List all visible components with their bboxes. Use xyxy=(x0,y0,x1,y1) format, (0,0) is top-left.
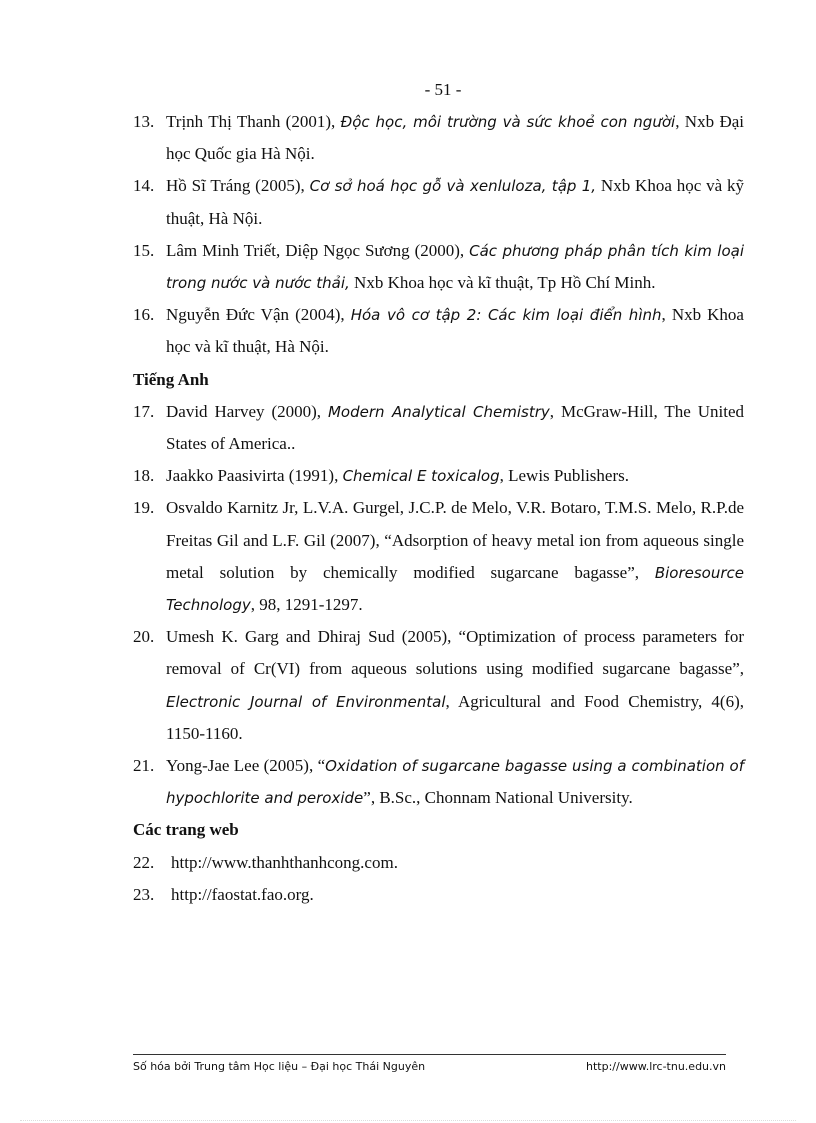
website-url: http://www.thanhthanhcong.com. xyxy=(171,852,398,872)
section-heading-english: Tiếng Anh xyxy=(133,369,209,389)
reference-number: 22. xyxy=(133,852,155,872)
reference-authors: Lâm Minh Triết, Diệp Ngọc Sương (2000), xyxy=(166,240,470,260)
reference-publisher: ”, B.Sc., Chonnam National University. xyxy=(363,788,633,808)
references-list xyxy=(133,106,744,911)
footer-url: http://www.lrc-tnu.edu.vn xyxy=(586,1060,726,1073)
reference-13 xyxy=(133,106,744,170)
reference-authors: Yong-Jae Lee (2005), “ xyxy=(166,756,326,776)
footer-source: Số hóa bởi Trung tâm Học liệu – Đại học Thái Nguyên xyxy=(133,1060,426,1073)
reference-15 xyxy=(133,235,744,299)
page-footer xyxy=(133,1060,726,1073)
page-edge-divider xyxy=(20,1120,796,1121)
reference-number: 18. xyxy=(133,466,155,486)
reference-publisher: Nxb Khoa học và kỹ thuật, Hà Nội. xyxy=(166,176,744,228)
reference-title: Hóa vô cơ tập 2: Các kim loại điển hình xyxy=(350,306,662,325)
reference-23 xyxy=(133,879,744,911)
reference-20 xyxy=(133,621,744,750)
reference-19 xyxy=(133,492,744,621)
reference-18 xyxy=(133,460,744,492)
reference-authors: Nguyễn Đức Vận (2004), xyxy=(166,305,351,325)
reference-number: 13. xyxy=(133,112,155,131)
reference-number: 21. xyxy=(133,756,155,776)
footer-divider xyxy=(133,1054,726,1055)
reference-publisher: Nxb Khoa học và kĩ thuật, Tp Hồ Chí Minh. xyxy=(349,273,656,293)
reference-title: Cơ sở hoá học gỗ và xenluloza, tập 1, xyxy=(309,177,597,196)
reference-title: Modern Analytical Chemistry xyxy=(327,402,550,421)
reference-authors: Umesh K. Garg and Dhiraj Sud (2005), “Optimization of process parameters for removal of Cr(VI) from aqueous solutions using modified sugarcane bagasse”, xyxy=(166,627,744,679)
reference-16 xyxy=(133,299,744,363)
reference-publisher: , Nxb Đại học Quốc gia Hà Nội. xyxy=(166,112,744,164)
reference-publisher: , Lewis Publishers. xyxy=(499,466,629,486)
reference-number: 23. xyxy=(133,884,155,904)
reference-21 xyxy=(133,750,744,814)
reference-title: Oxidation of sugarcane bagasse using a combination of hypochlorite and peroxide xyxy=(166,757,744,808)
reference-authors: Jaakko Paasivirta (1991), xyxy=(166,466,343,486)
reference-title: Electronic Journal of Environmental xyxy=(166,692,446,711)
reference-publisher: , 98, 1291-1297. xyxy=(250,595,363,615)
reference-number: 14. xyxy=(133,176,155,196)
reference-authors: David Harvey (2000), xyxy=(166,401,328,421)
reference-title: Các phương pháp phân tích kim loại trong nước và nước thải, xyxy=(166,241,744,293)
reference-number: 20. xyxy=(133,627,155,647)
reference-number: 15. xyxy=(133,240,155,260)
reference-number: 16. xyxy=(133,305,155,325)
reference-title: Bioresource Technology xyxy=(166,563,744,615)
reference-authors: Hồ Sĩ Tráng (2005), xyxy=(166,176,310,196)
website-url: http://faostat.fao.org. xyxy=(171,884,314,904)
reference-14 xyxy=(133,170,744,234)
reference-publisher: , Nxb Khoa học và kĩ thuật, Hà Nội. xyxy=(166,305,744,357)
reference-title: Độc học, môi trường và sức khoẻ con người xyxy=(340,113,676,131)
reference-title: Chemical E toxicalog xyxy=(342,467,500,486)
reference-number: 19. xyxy=(133,498,155,518)
reference-authors: Osvaldo Karnitz Jr, L.V.A. Gurgel, J.C.P. de Melo, V.R. Botaro, T.M.S. Melo, R.P.de Freitas Gil and L.F. Gil (2007), “Adsorption of heavy metal ion from aqueous single metal solution by chemically modified sugarcane bagasse”, xyxy=(166,498,744,582)
reference-17 xyxy=(133,396,744,460)
reference-publisher: , Agricultural and Food Chemistry, 4(6), 1150-1160. xyxy=(166,691,744,743)
reference-publisher: , McGraw-Hill, The United States of America.. xyxy=(166,401,745,454)
reference-authors: Trịnh Thị Thanh (2001), xyxy=(166,112,341,131)
reference-22 xyxy=(133,847,744,879)
reference-number: 17. xyxy=(133,401,155,421)
section-heading-websites: Các trang web xyxy=(133,820,239,840)
page-number: - 51 - xyxy=(424,80,462,99)
